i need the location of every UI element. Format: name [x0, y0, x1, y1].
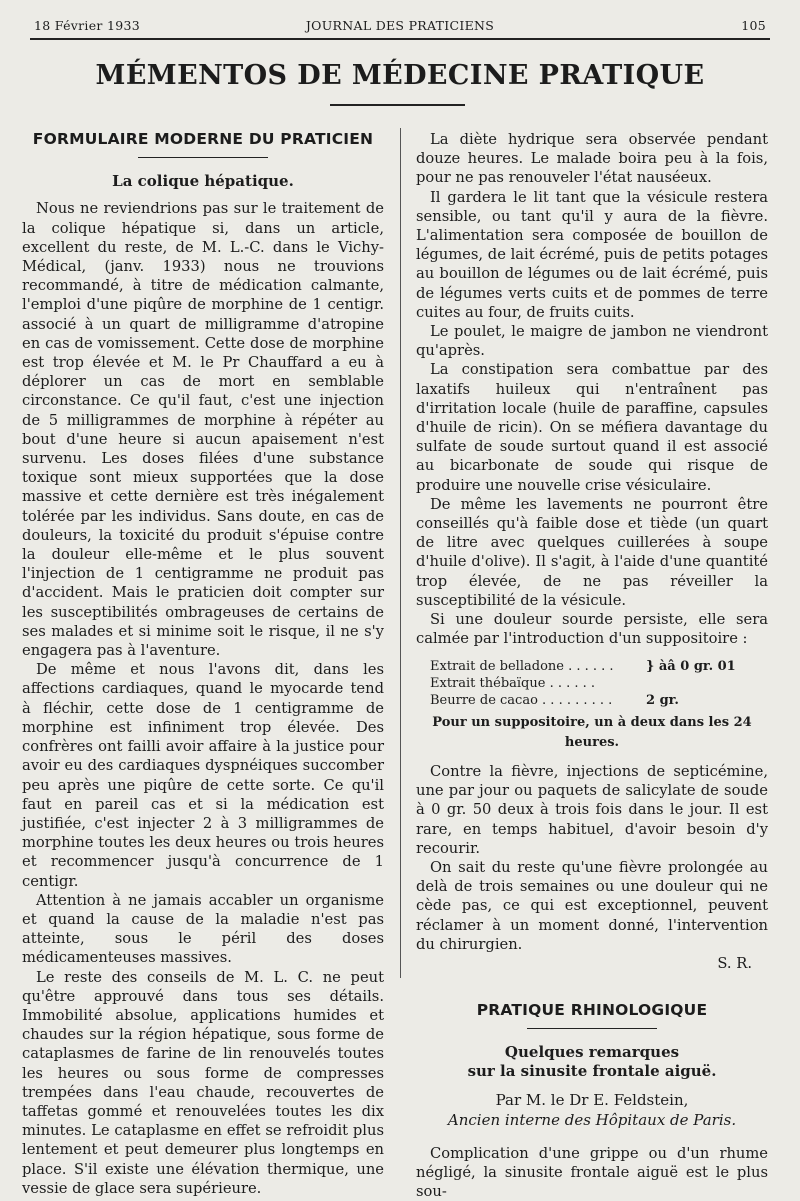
paragraph: De même les lavements ne pourront être conseillés qu'à faible dose et tiède (un quart de litre avec quelques cuillerées à soupe d'huile d'olive). Il s'agit, à l'aide d'une quantité trop élevée, de ne pas réveiller la susceptibilité de la vésicule. [416, 495, 768, 609]
article-subtitle: La colique hépatique. [112, 172, 294, 191]
journal-name: JOURNAL DES PRATICIENS [305, 18, 495, 33]
formula-row [430, 675, 768, 692]
paragraph: De même et nous l'avons dit, dans les affections cardiaques, quand le myocarde tend à fléchir, cette dose de 1 centigramme de morphine est infiniment trop élevée. Des confrères ont failli avoir affaire à la justice pour avoir eu des cardiaques dyspnéiques succomber peu après une piqûre de cette sorte. Ce qu'il faut en pareil cas et si la médication est justifiée, c'est injecter 2 à 3 milligrammes de morphine toutes les deux heures ou trois heures et recommencer jusqu'à concurrence de 1 centigr. [22, 661, 384, 890]
column-divider [400, 128, 401, 978]
page-header [34, 18, 766, 38]
formula-row [430, 658, 768, 675]
subtitle-line: sur la sinusite frontale aiguë. [467, 1062, 717, 1081]
paragraph: Attention à ne jamais accabler un organisme et quand la cause de la maladie n'est pas atteinte, sous le péril des doses médicamenteuses massives. [22, 891, 384, 967]
paragraph: On sait du reste qu'une fièvre prolongée au delà de trois semaines ou une douleur qui ne cède pas, ce qui est exceptionnel, peuvent réclamer à un moment donné, l'intervention du chirurgien. [416, 858, 768, 953]
paragraph: Complication d'une grippe ou d'un rhume négligé, la sinusite frontale aiguë est le plus sou- [416, 1144, 768, 1201]
formula-ingredient: Beurre de cacao . . . . . . . . . [430, 693, 613, 709]
section-title-formulaire: FORMULAIRE MODERNE DU PRATICIEN [32, 130, 374, 148]
formula-row [430, 692, 768, 709]
section-rule [527, 1028, 657, 1029]
left-column [22, 130, 384, 1198]
prescription-formula [430, 658, 768, 709]
article-subtitle [416, 1043, 768, 1081]
signature: S. R. [717, 954, 752, 972]
title-rule [330, 104, 465, 106]
formula-ingredient: Extrait thébaïque . . . . . . [430, 676, 596, 692]
paragraph: La diète hydrique sera observée pendant douze heures. Le malade boira peu à la fois, pour ne pas renouveler l'état nauséeux. [416, 131, 768, 187]
author-affiliation: Ancien interne des Hôpitaux de Paris. [447, 1110, 737, 1129]
main-title: MÉMENTOS DE MÉDECINE PRATIQUE [95, 60, 705, 91]
paragraph: Nous ne reviendrions pas sur le traitement de la colique hépatique si, dans un article, excellent du reste, de M. L.-C. dans le Vichy-Médical, (janv. 1933) nous ne trouvions recommandé, à titre de médication calmante, l'emploi d'une piqûre de morphine de 1 centigr. associé à un quart de milligramme d'atropine en cas de vomissement. Cette dose de morphine est trop élevée et M. le Pr Chauffard a eu à déplorer un cas de mort en semblable circonstance. Ce qu'il faut, c'est une injection de 5 milligrammes de morphine à répéter au bout d'une heure si aucun apaisement n'est survenu. Les doses filées d'une substance toxique sont mieux supportées que la dose massive et cette dernière est très inégalement tolérée par les individus. Sans doute, en cas de douleurs, la toxicité du produit s'épuise contre la douleur elle-même et le plus souvent l'injection de 1 centigramme ne produit pas d'accident. Mais le praticien doit compter sur les susceptibilités ombrageuses de certains de ses malades et si minime soit le risque, il ne s'y engagera pas à l'aventure. [22, 200, 384, 660]
paragraph: La constipation sera combattue par des laxatifs huileux qui n'entraînent pas d'irritation locale (huile de paraffine, capsules d'huile de ricin). On se méfiera davantage du sulfate de soude surtout quand il est associé au bicarbonate de soude qui risque de produire une nouvelle crise vésiculaire. [416, 361, 768, 494]
paragraph: Il gardera le lit tant que la vésicule restera sensible, ou tant qu'il y aura de la fièvre. L'alimentation sera composée de bouillon de légumes, de lait écrémé, puis de petits potages au bouillon de légumes ou de lait écrémé, puis de légumes verts cuits et de pommes de terre cuites au four, de fruits cuits. [416, 188, 768, 321]
section-title-rhinologique: PRATIQUE RHINOLOGIQUE [476, 1001, 708, 1020]
formula-dose: } àâ 0 gr. 01 [646, 659, 736, 675]
page-number: 105 [741, 18, 766, 33]
author: Par M. le Dr E. Feldstein, [495, 1091, 689, 1110]
paragraph: Le poulet, le maigre de jambon ne viendront qu'après. [416, 323, 768, 360]
right-column [416, 130, 768, 1201]
formula-dose: 2 gr. [646, 693, 679, 709]
paragraph: Si une douleur sourde persiste, elle sera calmée par l'introduction d'un suppositoire : [416, 611, 768, 648]
section-rule [138, 157, 268, 158]
header-rule [30, 38, 770, 40]
paragraph: Contre la fièvre, injections de septicémine, une par jour ou paquets de salicylate de soude à 0 gr. 50 deux à trois fois dans le jour. Il est rare, en temps habituel, d'avoir besoin d'y recourir. [416, 762, 768, 857]
formula-ingredient: Extrait de belladone . . . . . . [430, 659, 614, 675]
formula-note: Pour un suppositoire, un à deux dans les 24 heures. [432, 715, 752, 750]
paragraph: Le reste des conseils de M. L. C. ne peut qu'être approuvé dans tous ses détails. Immobilité absolue, applications humides et chaudes sur la région hépatique, sous forme de cataplasmes de farine de lin renouvelés toutes les heures ou sous forme de compresses trempées dans l'eau chaude, recouvertes de taffetas gommé et renouvelées toutes les dix minutes. Le cataplasme en effet se refroidit plus lentement et peut demeurer plus longtemps en place. S'il existe une élévation thermique, une vessie de glace sera supérieure. [22, 968, 384, 1197]
subtitle-line: Quelques remarques [504, 1043, 680, 1062]
issue-date: 18 Février 1933 [34, 18, 140, 33]
